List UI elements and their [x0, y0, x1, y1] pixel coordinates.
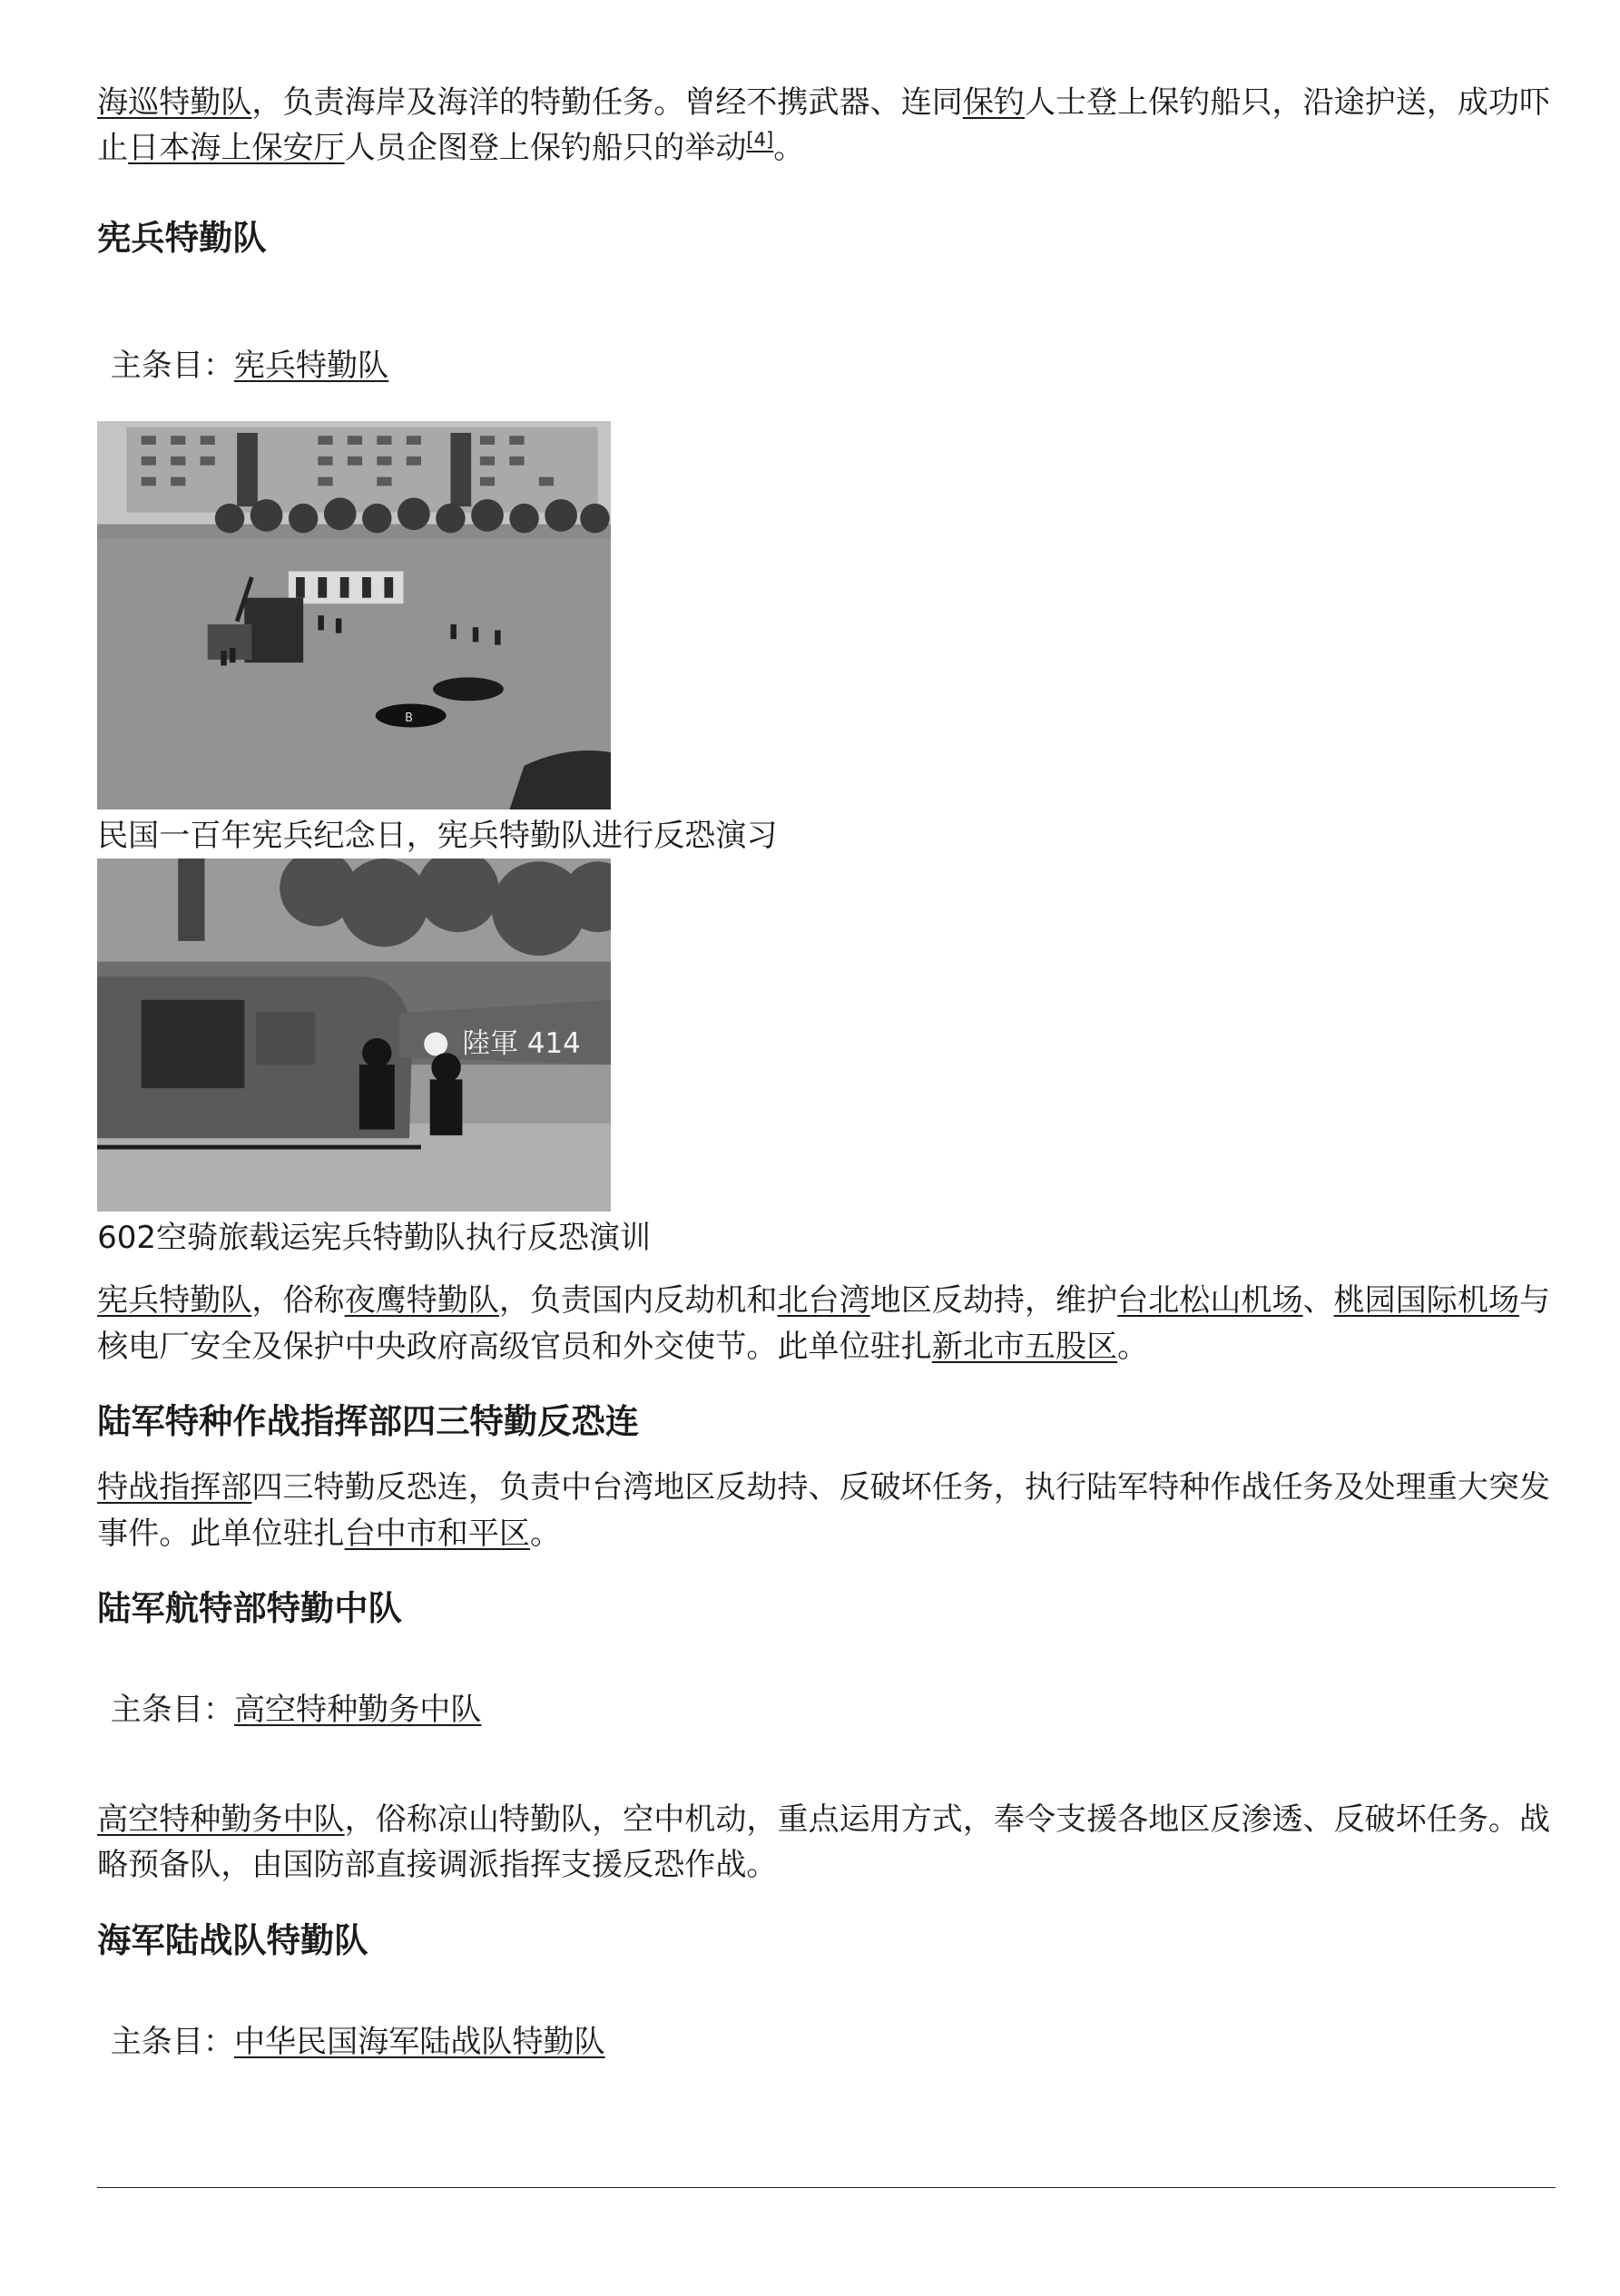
- intro-text-3: 人员企图登上保钓船只的举动: [344, 129, 747, 166]
- link-wugu-district[interactable]: 五股区: [1024, 1328, 1118, 1365]
- photo-parade-ground-drill[interactable]: [97, 421, 611, 809]
- heading-marine-special-unit: 海军陆战队特勤队: [97, 1919, 368, 1960]
- link-coast-guard-special-unit[interactable]: 海巡特勤队: [97, 83, 252, 121]
- mp-text-5: 与核电厂安全及保护中央政府高级官员和外交使节。此单位驻扎: [97, 1282, 1551, 1365]
- link-heping-district[interactable]: 和平区: [437, 1515, 530, 1552]
- vehicle-plate-text: B: [405, 711, 414, 726]
- link-taichung-city[interactable]: 台中市: [344, 1515, 437, 1552]
- hatnote-marines: [97, 2019, 1555, 2065]
- bus-vehicle: [244, 598, 303, 662]
- army43-text-1: 四三特勤反恐连，负责中台湾地区反劫持、反破坏任务，执行陆军特种作战任务及处理重大突发事件。此单位驻扎: [97, 1469, 1551, 1552]
- figure-caption-helicopter: 602空骑旅载运宪兵特勤队执行反恐演训: [97, 1219, 652, 1256]
- article-body: [97, 80, 1555, 2065]
- mp-text-2: ，负责国内反劫机和: [498, 1282, 778, 1320]
- reference-4[interactable]: [4]: [746, 127, 774, 151]
- hatnote-prefix: 主条目：: [110, 1692, 234, 1729]
- hatnote-military-police: [97, 343, 1555, 388]
- mp-text-1: ，俗称: [251, 1282, 345, 1320]
- aviation-text-1: ，俗称凉山特勤队，空中机动，重点运用方式，奉令支援各地区反渗透、反破坏任务。战略预备队，由国防部直接调派指挥支援反恐作战。: [97, 1800, 1551, 1883]
- link-airborne-special-service-company[interactable]: 高空特种勤务中队: [97, 1800, 345, 1838]
- link-songshan-airport[interactable]: 台北松山机场: [1117, 1282, 1303, 1320]
- paragraph-army-43-company: [97, 1465, 1555, 1556]
- link-baodiao[interactable]: 保钓: [962, 83, 1025, 121]
- helicopter-tail-marking: 陸軍 414: [462, 1027, 581, 1061]
- main-article-link-military-police[interactable]: 宪兵特勤队: [233, 348, 389, 385]
- mp-text-6: 。: [1117, 1328, 1149, 1365]
- main-article-link-aviation[interactable]: 高空特种勤务中队: [233, 1692, 482, 1729]
- mp-text-4: 、: [1302, 1282, 1334, 1320]
- hatnote-aviation: [97, 1687, 1555, 1732]
- intro-text-2: 人士登上保钓船只，沿途护送，成功吓止: [97, 83, 1551, 166]
- link-taoyuan-airport[interactable]: 桃园国际机场: [1333, 1282, 1519, 1320]
- figure-caption-drill: 民国一百年宪兵纪念日，宪兵特勤队进行反恐演习: [97, 817, 778, 854]
- heading-military-police: 宪兵特勤队: [97, 217, 267, 258]
- main-article-link-marines[interactable]: 中华民国海军陆战队特勤队: [233, 2023, 605, 2060]
- intro-paragraph: [97, 80, 1555, 172]
- hatnote-prefix: 主条目：: [110, 2023, 234, 2060]
- link-new-taipei-city[interactable]: 新北市: [931, 1328, 1025, 1365]
- figure-helicopter-drill: [97, 859, 1555, 1261]
- heading-aviation-special-squadron: 陆军航特部特勤中队: [97, 1588, 402, 1629]
- intro-text-1: ，负责海岸及海洋的特勤任务。曾经不携武器、连同: [251, 83, 963, 121]
- photo-helicopter-drill[interactable]: [97, 859, 611, 1212]
- link-japan-coast-guard[interactable]: 日本海上保安厅: [128, 129, 345, 166]
- link-night-hawk-unit[interactable]: 夜鹰特勤队: [344, 1282, 499, 1320]
- intro-text-4: 。: [773, 129, 805, 166]
- figure-anti-terror-drill: [97, 421, 1555, 859]
- paragraph-military-police: [97, 1278, 1555, 1369]
- link-special-ops-command[interactable]: 特战指挥部: [97, 1469, 252, 1506]
- link-military-police-unit[interactable]: 宪兵特勤队: [97, 1282, 252, 1320]
- paragraph-aviation: [97, 1797, 1555, 1889]
- mp-text-3: 地区反劫持，维护: [869, 1282, 1118, 1320]
- army43-text-2: 。: [529, 1515, 562, 1552]
- hatnote-prefix: 主条目：: [110, 348, 234, 385]
- heading-army-43-company: 陆军特种作战指挥部四三特勤反恐连: [97, 1401, 640, 1442]
- link-north-taiwan[interactable]: 北台湾: [777, 1282, 870, 1320]
- page-bottom-rule: [97, 2187, 1555, 2188]
